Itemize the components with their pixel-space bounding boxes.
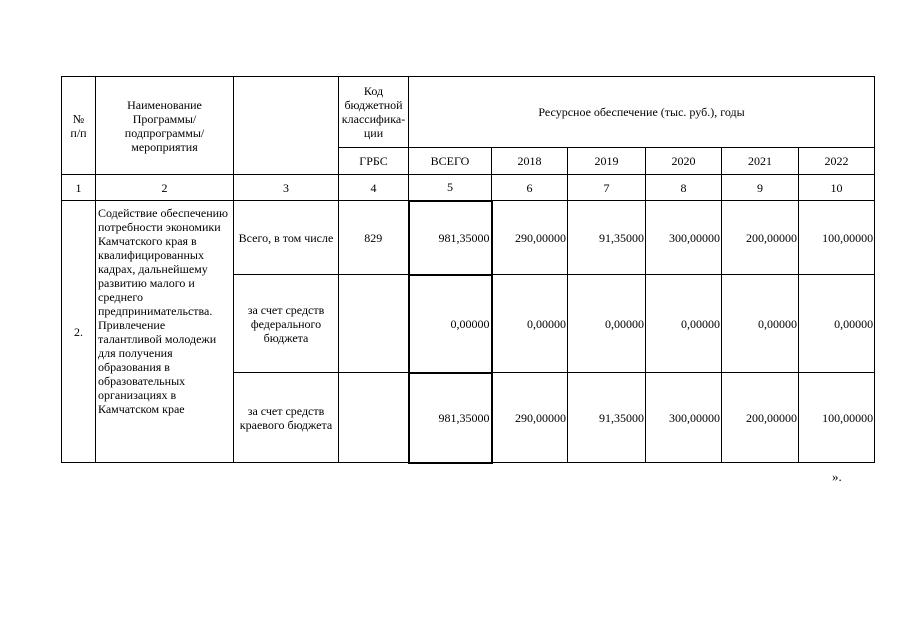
column-number: 1 [62, 175, 96, 201]
column-number: 9 [722, 175, 799, 201]
year-value: 0,00000 [722, 275, 799, 373]
column-number: 4 [339, 175, 409, 201]
year-value: 0,00000 [568, 275, 646, 373]
total-value: 981,35000 [409, 373, 492, 463]
header-name: Наименование Программы/ подпрограммы/ мероприятия [96, 77, 234, 175]
row-number: 2. [62, 201, 96, 463]
total-value: 0,00000 [409, 275, 492, 373]
year-value: 0,00000 [646, 275, 722, 373]
row-name: Содействие обеспечению потребности экономики Камчатского края в квалифицированных кадрах, дальнейшему развитию малого и среднего предпринимательства. Привлечение талантливой молодежи для получения образования в образовательных организациях в Камчатском крае [96, 201, 234, 463]
year-value: 0,00000 [492, 275, 568, 373]
year-value: 290,00000 [492, 373, 568, 463]
header-year: 2019 [568, 148, 646, 175]
year-value: 200,00000 [722, 201, 799, 275]
budget-table [61, 76, 875, 464]
grbs-value [339, 373, 409, 463]
source-label: за счет средств краевого бюджета [234, 373, 339, 463]
header-total: ВСЕГО [409, 148, 492, 175]
year-value: 0,00000 [799, 275, 875, 373]
column-number: 3 [234, 175, 339, 201]
header-year: 2018 [492, 148, 568, 175]
column-number: 8 [646, 175, 722, 201]
year-value: 91,35000 [568, 373, 646, 463]
source-label: за счет средств федерального бюджета [234, 275, 339, 373]
header-kbk: Код бюджетной классифика- ции [339, 77, 409, 148]
year-value: 91,35000 [568, 201, 646, 275]
closing-quote: ». [832, 469, 842, 484]
column-number: 6 [492, 175, 568, 201]
total-value: 981,35000 [409, 201, 492, 275]
header-source [234, 77, 339, 175]
column-number: 10 [799, 175, 875, 201]
header-resources: Ресурсное обеспечение (тыс. руб.), годы [409, 77, 875, 148]
header-num: № п/п [62, 77, 96, 175]
column-number: 2 [96, 175, 234, 201]
year-value: 300,00000 [646, 373, 722, 463]
column-numbers-row [62, 175, 875, 201]
header-row-1 [62, 77, 875, 148]
source-label: Всего, в том числе [234, 201, 339, 275]
header-year: 2022 [799, 148, 875, 175]
header-year: 2021 [722, 148, 799, 175]
year-value: 300,00000 [646, 201, 722, 275]
grbs-value [339, 275, 409, 373]
year-value: 100,00000 [799, 201, 875, 275]
grbs-value: 829 [339, 201, 409, 275]
header-grbs: ГРБС [339, 148, 409, 175]
column-number: 5 [409, 175, 492, 201]
table-row [62, 201, 875, 275]
year-value: 200,00000 [722, 373, 799, 463]
header-year: 2020 [646, 148, 722, 175]
year-value: 100,00000 [799, 373, 875, 463]
year-value: 290,00000 [492, 201, 568, 275]
column-number: 7 [568, 175, 646, 201]
